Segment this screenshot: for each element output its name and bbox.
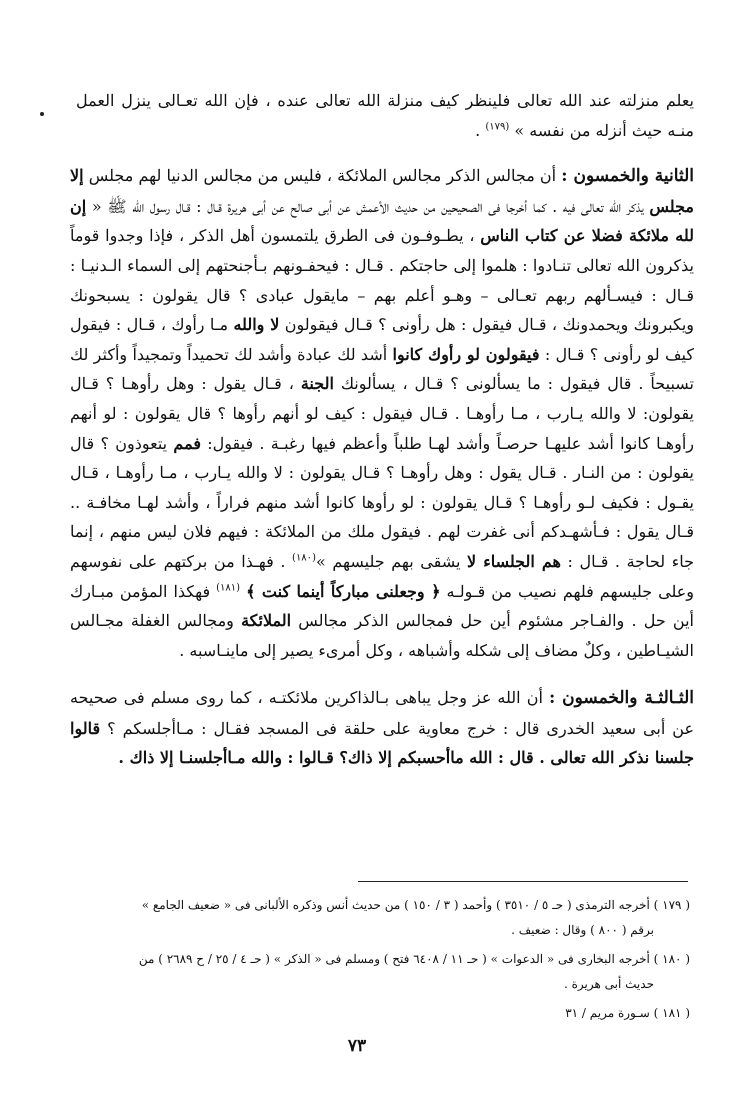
paragraph-second bbox=[70, 161, 694, 665]
second-bold-5: الجنة bbox=[300, 374, 334, 394]
footnote-number: ( ١٨١ ) bbox=[653, 1006, 690, 1020]
page-body bbox=[70, 86, 694, 773]
second-bold-3: لا والله bbox=[233, 315, 280, 335]
footnote-181 bbox=[90, 1001, 690, 1026]
footnote-text: أخرجه البخارى فى « الدعوات » ( حـ ١١ / ٦٤٠٨ فتح ) ومسلم فى « الذكر » ( حـ ٤ / ٢٥ / ح ٢٦٨٩ ) من bbox=[138, 952, 650, 966]
second-text-3: ، يطـوفـون فى الطرق يلتمسون أهل الذكر ، فإذا وجدوا قوماً يذكرون الله تعالى تنـادوا : هلموا إلى حاجتكم . قـال : فيحفـونهم بـأجنحتهم إلى السماء الـدنيـا : قـال : فيسـألهم ربهم تعـالى – وهـو أعلم بهم – مايقول عبادى ؟ قال يقولون : يسبحونك ويكبرونك ويحمدونك ، قـال فيقول : هل رأونى ؟ قـال فيقولون bbox=[70, 226, 695, 335]
footnote-ref-181[interactable]: (١٨١) bbox=[216, 582, 241, 594]
footnote-divider bbox=[358, 881, 688, 882]
quran-verse: ﴿ وجعلنى مباركاً أينما كنت ﴾ bbox=[246, 581, 441, 601]
heading-third: الثـالثـة والخمسون : bbox=[548, 688, 694, 709]
footnotes bbox=[90, 893, 690, 1030]
second-bold-4: فيقولون لو رأوك كانوا bbox=[392, 344, 540, 364]
second-text-6: ، قـال يقول : وهل رأوهـا ؟ قـال يقولون: لا والله يـارب ، مـا رأوهـا . قـال فيقول : كيف لو أنهم رأوها ؟ قال يقولون : لو أنهم رأوهـا كانوا أشد عليهـا حرصـاً وأشد لهـا طلباً وأعظم فيها رغبـة . فيقول: bbox=[70, 374, 695, 453]
footnote-text: سـورة مريم / ٣١ bbox=[565, 1006, 650, 1020]
second-text-8: يشقى بهم جليسهم » bbox=[315, 551, 468, 571]
second-bold-8: الملائكة bbox=[241, 611, 292, 631]
intro-paragraph bbox=[70, 86, 694, 145]
footnote-text: أخرجه الترمذى ( حـ ٥ / ٣٥١٠ ) وأحمد ( ٣ / ١٥٠ ) من حديث أنس وذكره الألبانى فى « ضعيف الجامع » bbox=[141, 898, 650, 912]
intro-end: . bbox=[475, 120, 481, 140]
second-text-10: فهكذا المؤمن مبـارك أين حل . والفـاجر مشئوم أين حل فمجالس الذكر مجالس bbox=[70, 581, 695, 631]
margin-dot bbox=[40, 112, 44, 116]
footnote-180 bbox=[90, 947, 690, 997]
paragraph-third bbox=[70, 683, 694, 773]
footnote-179 bbox=[90, 893, 690, 943]
second-text-5: أشد لك عبادة وأشد لك تحميداً وتمجيداً وأكثر لك تسبيحاً . قال فيقول : ما يسألونى ؟ قـال ، يسألونك bbox=[70, 344, 695, 394]
second-text-9: . فهـذا من بركتهم على نفوسهم وعلى جليسهم فلهم نصيب من قـولـه bbox=[70, 551, 695, 601]
second-text-1: أن مجالس الذكر مجالس الملائكة ، فليس من مجالس الدنيا لهم مجلس bbox=[83, 166, 562, 186]
page-number: ٧٣ bbox=[347, 1036, 367, 1056]
second-text-2: يذكر الله تعالى فيه . كما أخرجا فى الصحيحين من حديث الأعمش عن أبى صالح عن أبى هريرة قـال : قـال رسول الله ﷺ « bbox=[86, 196, 650, 216]
intro-text: يعلم منزلته عند الله تعالى فلينظر كيف منزلة الله تعالى عنده ، فإن الله تعـالى ينزل العمل منـه حيث أنزله من نفسه » bbox=[76, 91, 694, 140]
second-bold-1: إلا مجلس bbox=[70, 166, 694, 216]
footnote-ref-179[interactable]: (١٧٩) bbox=[485, 121, 510, 133]
footnote-number: ( ١٨٠ ) bbox=[653, 952, 690, 966]
second-text-7: يتعوذون ؟ قال يقولون : من النـار . قـال يقول : وهل رأوهـا ؟ قـال يقولون : لا والله يـارب ، مـا رأوهـا ، قـال يقـول : فكيف لـو رأوهـا ؟ قـال يقولون : لو رأوها كانوا أشد منهم فراراً ، وأشد لهـا مخافـة .. قـال يقول : فـأشهـدكم أنى غفرت لهم . فيقول ملك من الملائكة : فيهم فلان ليس منهم ، إنما جاء لحاجة . قـال : bbox=[70, 433, 695, 571]
footnote-ref-180[interactable]: (١٨٠) bbox=[292, 552, 316, 564]
second-bold-7: هم الجلساء لا bbox=[467, 551, 561, 571]
heading-second: الثانية والخمسون : bbox=[561, 166, 694, 187]
second-bold-6: فمم bbox=[173, 433, 201, 453]
second-text-4: مـا رأوك ، قـال : فيقول كيف لو رأونى ؟ قـال : bbox=[70, 315, 694, 364]
third-text-1: أن الله عز وجل يباهى بـالذاكرين ملائكتـه ، كما روى مسلم فى صحيحه عن أبى سعيد الخدرى قال : خرج معاوية على حلقة فى المسجد فقـال : مـاأجلسكم ؟ bbox=[70, 688, 694, 738]
second-text-11: ومجالس الغفلة مجـالس الشيـاطين ، وكلٌ مضاف إلى شكله وأشباهه ، وكل أمرىء يصير إلى ماينـاسبه . bbox=[70, 611, 694, 660]
third-bold-1: قالوا جلسنا نذكر الله تعالى . قال : الله ماأحسبكم إلا ذاك؟ قـالوا : والله مـاأجلسنـا إلا ذاك . bbox=[70, 718, 694, 768]
second-bold-2: إن لله ملائكة فضلا عن كتاب الناس bbox=[70, 196, 694, 246]
footnote-continuation: حديث أبى هريرة . bbox=[564, 977, 654, 991]
footnote-continuation: برقم ( ٨٠٠ ) وقال : ضعيف . bbox=[511, 923, 654, 937]
footnote-number: ( ١٧٩ ) bbox=[653, 898, 690, 912]
